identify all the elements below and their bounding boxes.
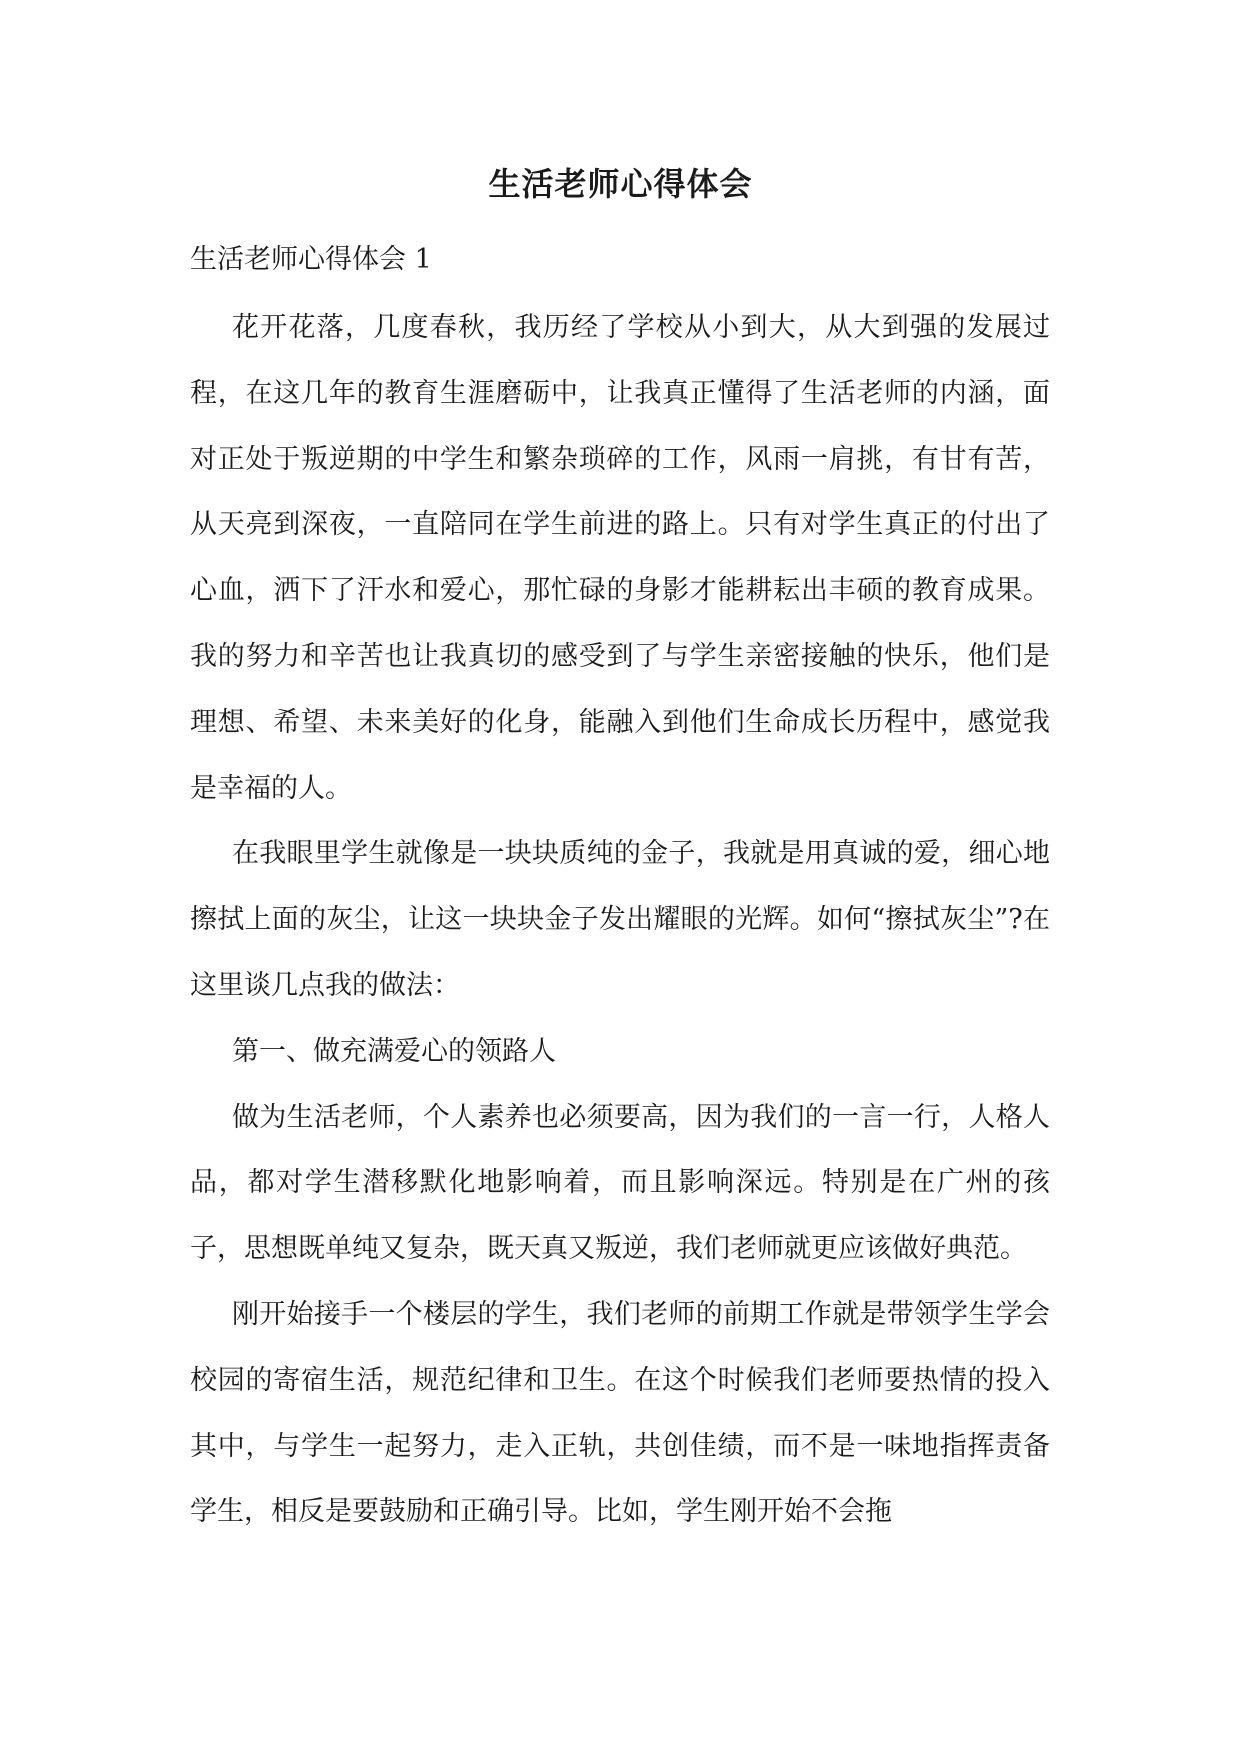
paragraph-role-model: 做为生活老师，个人素养也必须要高，因为我们的一言一行，人格人品，都对学生潜移默化地影响着，而且影响深远。特别是在广州的孩子，思想既单纯又复杂，既天真又叛逆，我们老师就更应该做好典范。: [190, 1101, 1050, 1265]
paragraph-gold: 在我眼里学生就像是一块块质纯的金子，我就是用真诚的爱，细心地擦拭上面的灰尘，让这一块块金子发出耀眼的光辉。如何“擦拭灰尘”?在这里谈几点我的做法：: [190, 838, 1050, 1001]
section-subtitle: 生活老师心得体会 1: [190, 244, 432, 275]
paragraph-takeover: 刚开始接手一个楼层的学生，我们老师的前期工作就是带领学生学会校园的寄宿生活，规范纪律和卫生。在这个时候我们老师要热情的投入其中，与学生一起努力，走入正轨，共创佳绩，而不是一味地指挥责备学生，相反是要鼓励和正确引导。比如，学生刚开始不会拖: [190, 1298, 1050, 1528]
document-body: [190, 225, 1050, 1545]
paragraph-heading-first: 第一、做充满爱心的领路人: [232, 1035, 556, 1067]
document-title: 生活老师心得体会: [488, 165, 753, 203]
paragraph-intro: 花开花落，几度春秋，我历经了学校从小到大，从大到强的发展过程，在这几年的教育生涯磨砺中，让我真正懂得了生活老师的内涵，面对正处于叛逆期的中学生和繁杂琐碎的工作，风雨一肩挑，有甘有苦，从天亮到深夜，一直陪同在学生前进的路上。只有对学生真正的付出了心血，洒下了汗水和爱心，那忙碌的身影才能耕耘出丰硕的教育成果。我的努力和辛苦也让我真切的感受到了与学生亲密接触的快乐，他们是理想、希望、未来美好的化身，能融入到他们生命成长历程中，感觉我是幸福的人。: [190, 312, 1050, 804]
